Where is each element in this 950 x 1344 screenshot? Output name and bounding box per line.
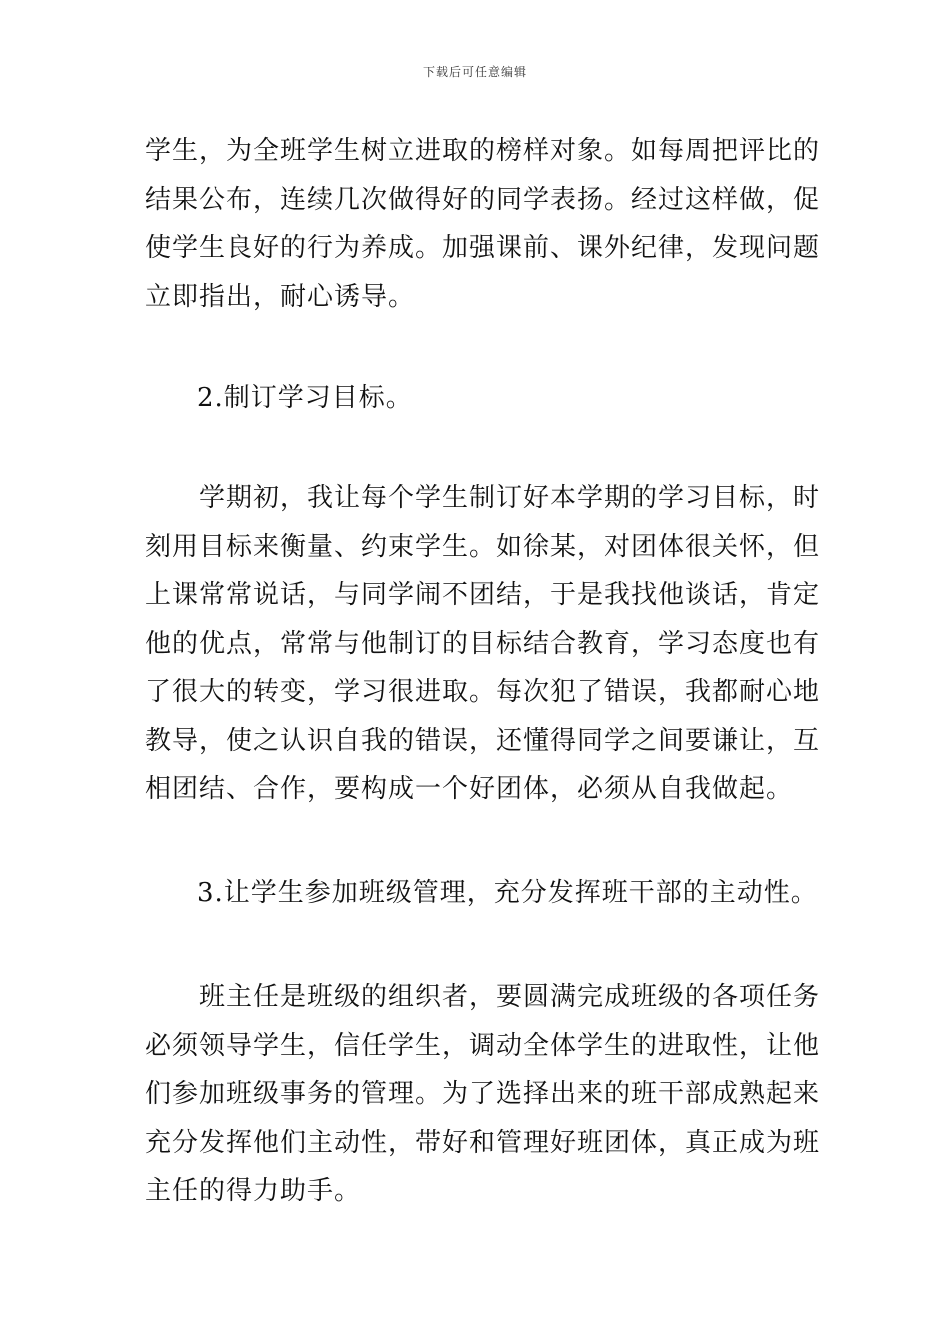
paragraph-line: 刻用目标来衡量、约束学生。如徐某，对团体很关怀，但 xyxy=(145,531,821,562)
section-heading-3: 3.让学生参加班级管理，充分发挥班干部的主动性。 xyxy=(197,878,818,908)
paragraph-line: 主任的得力助手。 xyxy=(145,1176,362,1206)
paragraph-line: 学生，为全班学生树立进取的榜样对象。如每周把评比的 xyxy=(145,136,821,166)
paragraph-line: 相团结、合作，要构成一个好团体，必须从自我做起。 xyxy=(145,774,794,804)
paragraph-line: 充分发挥他们主动性，带好和管理好班团体，真正成为班 xyxy=(145,1127,821,1158)
paragraph-line: 教导，使之认识自我的错误，还懂得同学之间要谦让，互 xyxy=(145,725,821,756)
paragraph-line: 们参加班级事务的管理。为了选择出来的班干部成熟起来 xyxy=(145,1079,821,1109)
paragraph-3 xyxy=(145,973,821,1216)
paragraph-line: 他的优点，常常与他制订的目标结合教育，学习态度也有 xyxy=(145,628,821,659)
paragraph-line: 立即指出，耐心诱导。 xyxy=(145,281,416,312)
paragraph-line: 结果公布，连续几次做得好的同学表扬。经过这样做，促 xyxy=(145,184,821,215)
page-header: 下载后可任意编辑 xyxy=(422,65,527,79)
paragraph-line: 班主任是班级的组织者，要圆满完成班级的各项任务 xyxy=(199,982,821,1012)
paragraph-line: 学期初，我让每个学生制订好本学期的学习目标，时 xyxy=(199,483,821,513)
paragraph-2 xyxy=(145,474,821,814)
paragraph-line: 上课常常说话，与同学闹不团结，于是我找他谈话，肯定 xyxy=(145,580,821,610)
paragraph-line: 使学生良好的行为养成。加强课前、课外纪律，发现问题 xyxy=(145,233,821,263)
paragraph-line: 了很大的转变，学习很进取。每次犯了错误，我都耐心地 xyxy=(145,677,821,707)
section-heading-2: 2.制订学习目标。 xyxy=(197,383,413,413)
paragraph-line: 必须领导学生，信任学生，调动全体学生的进取性，让他 xyxy=(145,1030,821,1061)
paragraph-1 xyxy=(145,127,821,321)
